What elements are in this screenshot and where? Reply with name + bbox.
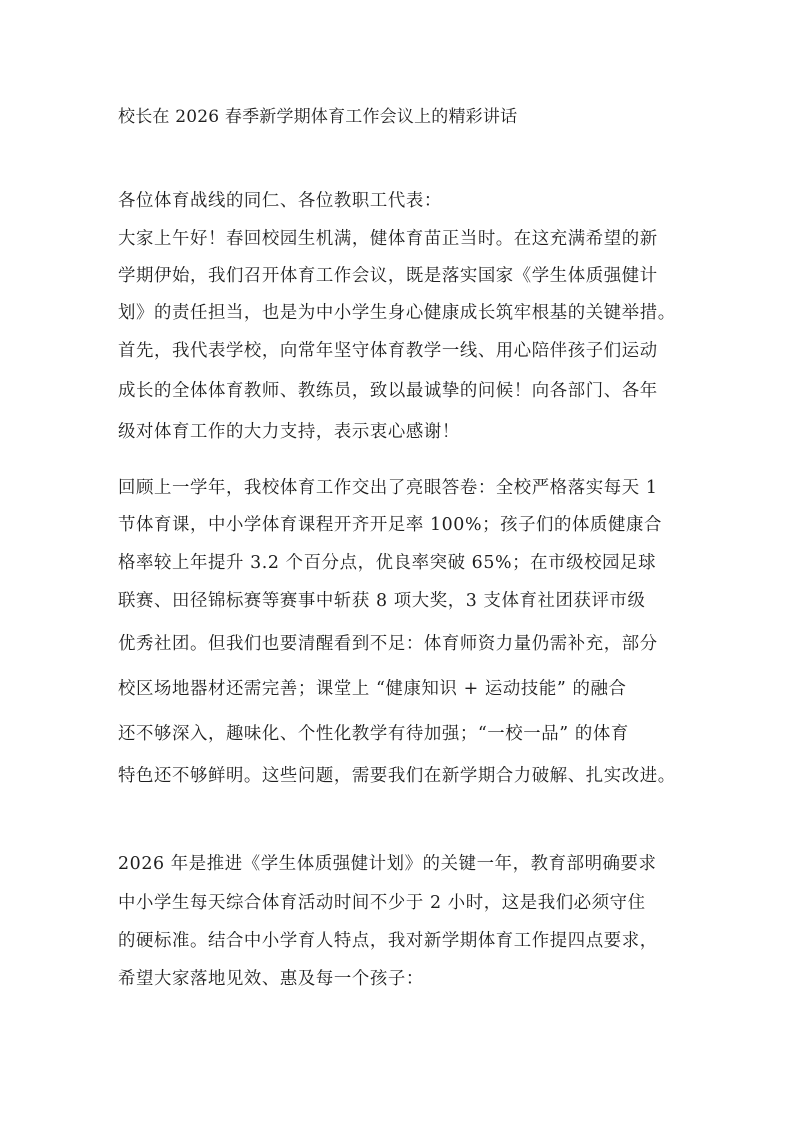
text-line: 校区场地器材还需完善；课堂上 “健康知识 + 运动技能” 的融合: [118, 679, 627, 699]
text-line: 联赛、田径锦标赛等赛事中斩获 8 项大奖，3 支体育社团获评市级: [118, 591, 646, 611]
salutation: 各位体育战线的同仁、各位教职工代表：: [118, 191, 442, 211]
text-line: 大家上午好！春回校园生机满，健体育苗正当时。在这充满希望的新: [118, 229, 658, 249]
text-line: 回顾上一学年，我校体育工作交出了亮眼答卷：全校严格落实每天 1: [118, 478, 658, 498]
text-line: 中小学生每天综合体育活动时间不少于 2 小时，这是我们必须守住: [118, 893, 646, 913]
text-line: 学期伊始，我们召开体育工作会议，既是落实国家《学生体质强健计: [118, 266, 658, 286]
text-line: 划》的责任担当，也是为中小学生身心健康成长筑牢根基的关键举措。: [118, 303, 676, 323]
text-line: 格率较上年提升 3.2 个百分点，优良率突破 65%；在市级校园足球: [118, 553, 657, 573]
text-line: 节体育课，中小学体育课程开齐开足率 100%；孩子们的体质健康合: [118, 515, 662, 535]
text-line: 的硬标准。结合中小学育人特点，我对新学期体育工作提四点要求，: [118, 931, 658, 951]
text-line: 特色还不够鲜明。这些问题，需要我们在新学期合力破解、扎实改进。: [118, 766, 676, 786]
text-line: 成长的全体体育教师、教练员，致以最诚挚的问候！向各部门、各年: [118, 381, 658, 401]
text-line: 优秀社团。但我们也要清醒看到不足：体育师资力量仍需补充，部分: [118, 634, 658, 654]
document-title: 校长在 2026 春季新学期体育工作会议上的精彩讲话: [118, 107, 518, 127]
text-line: 首先，我代表学校，向常年坚守体育教学一线、用心陪伴孩子们运动: [118, 341, 658, 361]
text-line: 还不够深入，趣味化、个性化教学有待加强；“一校一品” 的体育: [118, 724, 629, 744]
text-line: 级对体育工作的大力支持，表示衷心感谢！: [118, 422, 460, 442]
text-line: 希望大家落地见效、惠及每一个孩子：: [118, 969, 424, 989]
text-line: 2026 年是推进《学生体质强健计划》的关键一年，教育部明确要求: [118, 854, 657, 874]
